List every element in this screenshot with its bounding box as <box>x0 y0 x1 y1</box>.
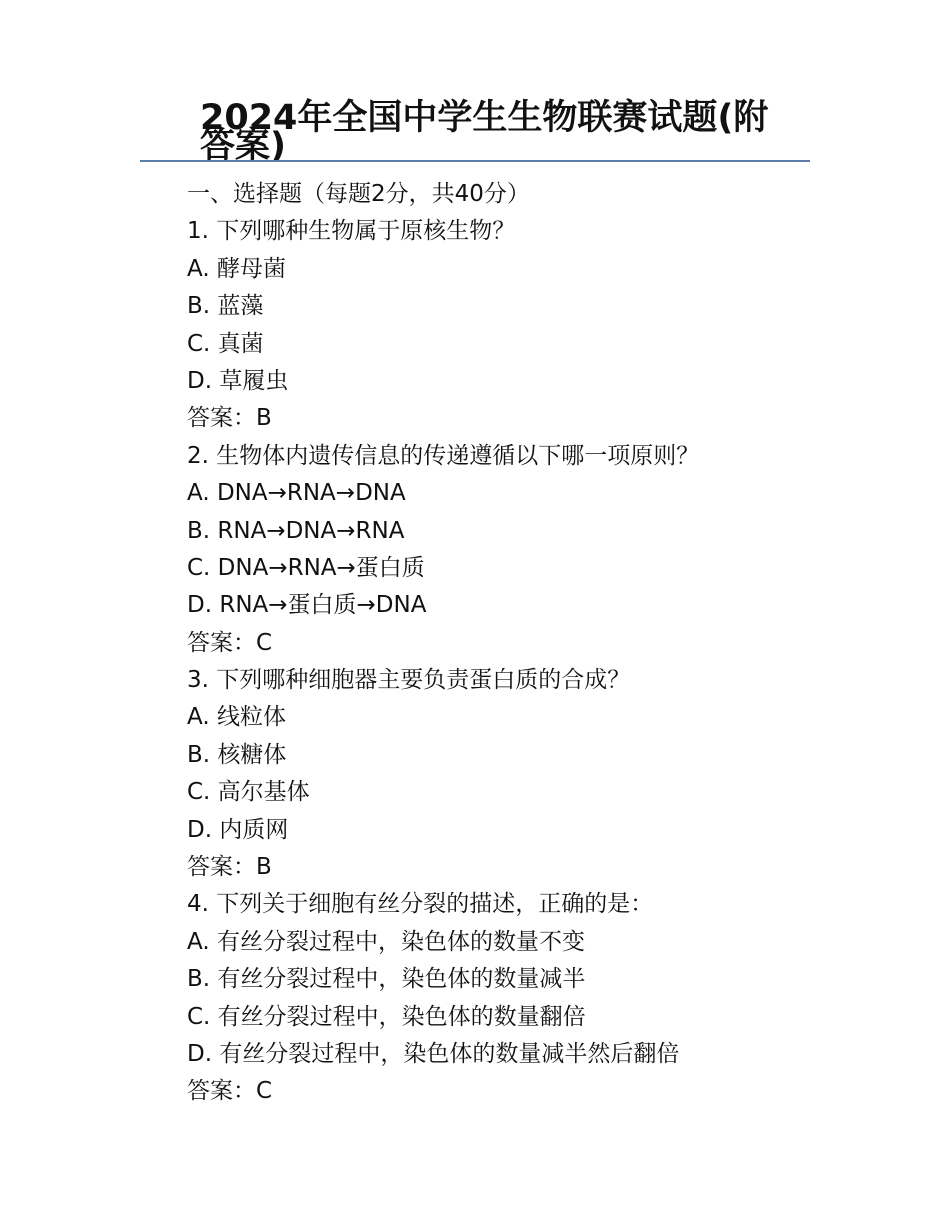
question-stem: 1. 下列哪种生物属于原核生物？ <box>187 218 516 245</box>
question-block-3 <box>187 662 807 886</box>
option-b: B. 核糖体 <box>187 741 287 768</box>
option-a: A. 线粒体 <box>187 704 286 731</box>
answer-line: 答案：C <box>187 1078 273 1105</box>
option-d: D. RNA→蛋白质→DNA <box>187 592 427 619</box>
option-d: D. 有丝分裂过程中，染色体的数量减半然后翻倍 <box>187 1040 680 1067</box>
option-b: B. 有丝分裂过程中，染色体的数量减半 <box>187 966 586 993</box>
option-c: C. DNA→RNA→蛋白质 <box>187 554 425 581</box>
answer-line: 答案：B <box>187 854 272 881</box>
option-c: C. 真菌 <box>187 330 264 357</box>
option-c: C. 高尔基体 <box>187 779 310 806</box>
option-a: A. 有丝分裂过程中，染色体的数量不变 <box>187 928 585 955</box>
document-body <box>187 176 807 1111</box>
section-heading: 一、选择题（每题2分，共40分） <box>187 181 530 207</box>
option-a: A. DNA→RNA→DNA <box>187 480 406 507</box>
question-stem: 3. 下列哪种细胞器主要负责蛋白质的合成？ <box>187 667 631 694</box>
question-block-2 <box>187 438 807 662</box>
answer-line: 答案：C <box>187 629 273 656</box>
option-d: D. 草履虫 <box>187 367 289 394</box>
option-b: B. 蓝藻 <box>187 293 264 320</box>
title-divider <box>140 160 810 162</box>
option-d: D. 内质网 <box>187 816 289 843</box>
question-block-4 <box>187 886 807 1110</box>
question-block-1 <box>187 213 807 437</box>
option-c: C. 有丝分裂过程中，染色体的数量翻倍 <box>187 1003 586 1030</box>
option-b: B. RNA→DNA→RNA <box>187 517 405 544</box>
question-stem: 4. 下列关于细胞有丝分裂的描述，正确的是： <box>187 891 654 918</box>
option-a: A. 酵母菌 <box>187 255 286 282</box>
answer-line: 答案：B <box>187 405 272 432</box>
question-stem: 2. 生物体内遗传信息的传递遵循以下哪一项原则？ <box>187 442 700 469</box>
document-title: 2024年全国中学生生物联赛试题(附答案) <box>200 98 769 166</box>
